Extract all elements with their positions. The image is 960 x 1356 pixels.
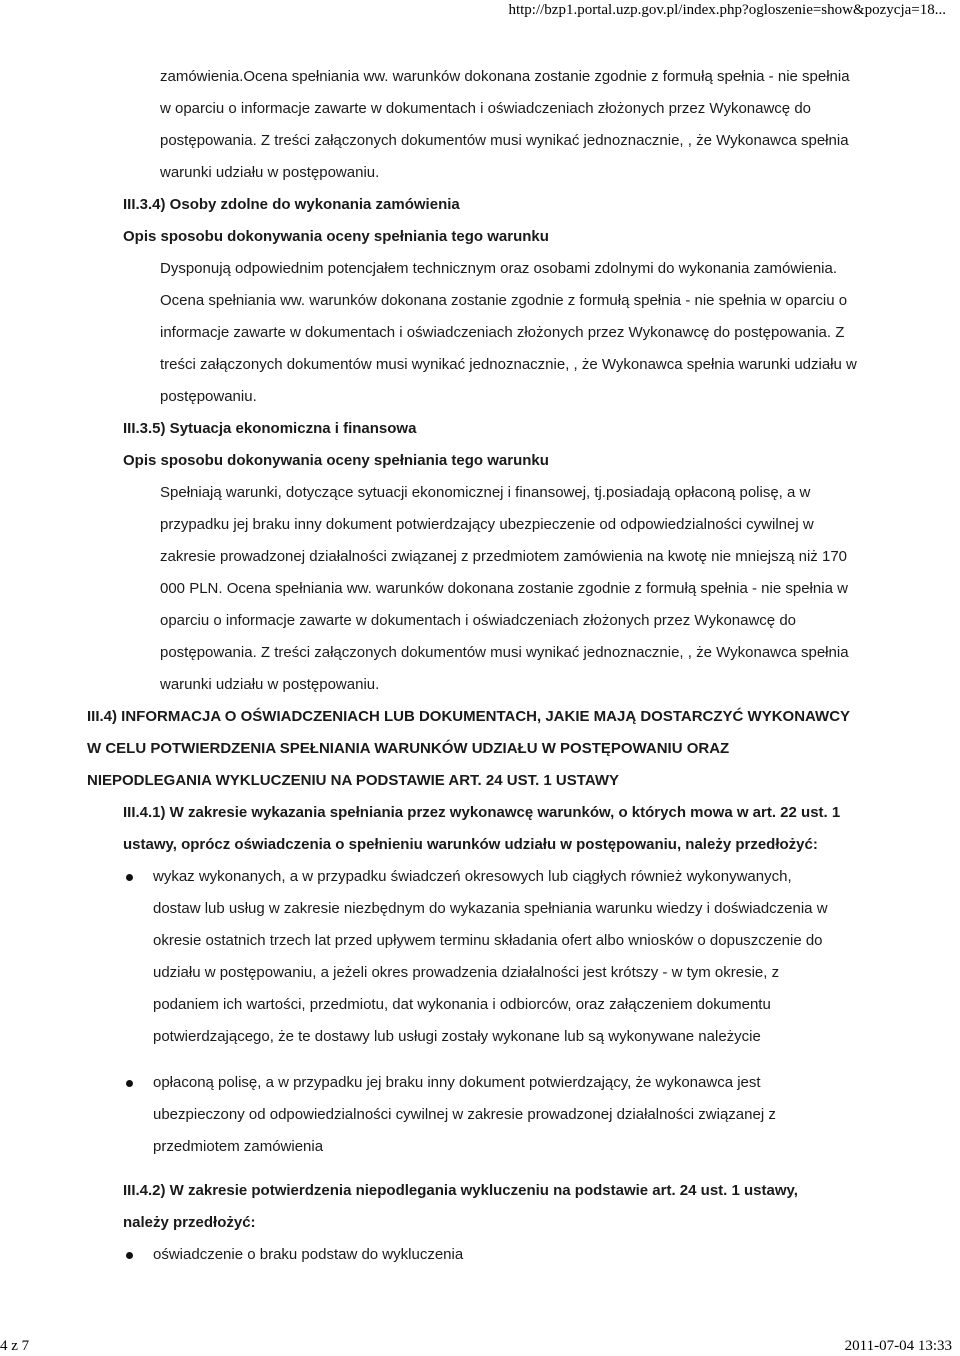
- text-line: przypadku jej braku inny dokument potwierdzający ubezpieczenie od odpowiedzialności cywilnej w: [160, 516, 814, 533]
- text-line: ubezpieczony od odpowiedzialności cywilnej w zakresie prowadzonej działalności związanej z: [153, 1106, 776, 1123]
- paragraph-3-5: [160, 477, 895, 701]
- text-line: warunki udziału w postępowaniu.: [160, 676, 380, 693]
- section-subheading-opis: Opis sposobu dokonywania oceny spełniania tego warunku: [123, 452, 549, 469]
- paragraph-evaluation: [160, 61, 895, 189]
- text-line: postępowaniu.: [160, 388, 257, 405]
- text-line: warunki udziału w postępowaniu.: [160, 164, 380, 181]
- text-line: postępowania. Z treści załączonych dokumentów musi wynikać jednoznacznie, , że Wykonawca spełnia: [160, 644, 849, 661]
- text-line: oświadczenie o braku podstaw do wykluczenia: [153, 1246, 464, 1263]
- text-line: postępowania. Z treści załączonych dokumentów musi wynikać jednoznacznie, , że Wykonawca spełnia: [160, 132, 849, 149]
- text-line: oparciu o informacje zawarte w dokumentach i oświadczeniach złożonych przez Wykonawcę do: [160, 612, 797, 629]
- text-line: III.4.1) W zakresie wykazania spełniania przez wykonawcę warunków, o których mowa w art. 22 ust. 1: [123, 804, 841, 821]
- page-url: http://bzp1.portal.uzp.gov.pl/index.php?ogloszenie=show&pozycja=18...: [508, 2, 946, 18]
- page-number: 4 z 7: [0, 1338, 30, 1354]
- section-heading-3-5: III.3.5) Sytuacja ekonomiczna i finansowa: [123, 420, 417, 437]
- text-line: 000 PLN. Ocena spełniania ww. warunków dokonana zostanie zgodnie z formułą spełnia - nie spełnia w: [160, 580, 848, 597]
- document-body: [0, 61, 960, 1271]
- text-line: treści załączonych dokumentów musi wynikać jednoznacznie, , że Wykonawca spełnia warunki udziału w: [160, 356, 857, 373]
- text-line: opłaconą polisę, a w przypadku jej braku inny dokument potwierdzający, że wykonawca jest: [153, 1074, 761, 1091]
- text-line: ustawy, oprócz oświadczenia o spełnieniu warunków udziału w postępowaniu, należy przedłożyć:: [123, 836, 818, 853]
- text-line: w oparciu o informacje zawarte w dokumentach i oświadczeniach złożonych przez Wykonawcę do: [160, 100, 812, 117]
- text-line: Spełniają warunki, dotyczące sytuacji ekonomicznej i finansowej, tj.posiadają opłaconą polisę, a w: [160, 484, 811, 501]
- list-spacer: [153, 1053, 869, 1067]
- text-line: potwierdzającego, że te dostawy lub usługi zostały wykonane lub są wykonywane należycie: [153, 1028, 761, 1045]
- text-line: Dysponują odpowiednim potencjałem technicznym oraz osobami zdolnymi do wykonania zamówienia.: [160, 260, 838, 277]
- text-line: należy przedłożyć:: [123, 1214, 256, 1231]
- text-line: dostaw lub usług w zakresie niezbędnym do wykazania spełniania warunku wiedzy i doświadczenia w: [153, 900, 828, 917]
- text-line: okresie ostatnich trzech lat przed upływem terminu składania ofert albo wniosków o dopuszczenie do: [153, 932, 823, 949]
- text-line: W CELU POTWIERDZENIA SPEŁNIANIA WARUNKÓW UDZIAŁU W POSTĘPOWANIU ORAZ: [87, 740, 730, 757]
- section-heading-4-1: [123, 797, 895, 861]
- text-line: III.4) INFORMACJA O OŚWIADCZENIACH LUB DOKUMENTACH, JAKIE MAJĄ DOSTARCZYĆ WYKONAWCY: [87, 708, 851, 725]
- list-item: [153, 1239, 869, 1271]
- print-timestamp: 2011-07-04 13:33: [844, 1338, 952, 1354]
- requirements-list-4-1: [0, 861, 960, 1163]
- paragraph-3-4: [160, 253, 895, 413]
- section-heading-4-2: [123, 1175, 895, 1239]
- section-heading-4: [87, 701, 902, 797]
- text-line: zamówienia.Ocena spełniania ww. warunków dokonana zostanie zgodnie z formułą spełnia - nie spełnia: [160, 68, 850, 85]
- bullet-icon: [126, 1080, 133, 1087]
- text-line: NIEPODLEGANIA WYKLUCZENIU NA PODSTAWIE ART. 24 UST. 1 USTAWY: [87, 772, 619, 789]
- spacer: [0, 1163, 960, 1175]
- text-line: Ocena spełniania ww. warunków dokonana zostanie zgodnie z formułą spełnia - nie spełnia w oparciu o: [160, 292, 848, 309]
- bullet-icon: [126, 1252, 133, 1259]
- text-line: informacje zawarte w dokumentach i oświadczeniach złożonych przez Wykonawcę do postępowania. Z: [160, 324, 845, 341]
- text-line: przedmiotem zamówienia: [153, 1138, 324, 1155]
- section-heading-3-4: III.3.4) Osoby zdolne do wykonania zamówienia: [123, 196, 460, 213]
- text-line: III.4.2) W zakresie potwierdzenia niepodlegania wykluczeniu na podstawie art. 24 ust. 1 ustawy,: [123, 1182, 798, 1199]
- bullet-icon: [126, 874, 133, 881]
- text-line: wykaz wykonanych, a w przypadku świadczeń okresowych lub ciągłych również wykonywanych,: [153, 868, 792, 885]
- text-line: udziału w postępowaniu, a jeżeli okres prowadzenia działalności jest krótszy - w tym okresie, z: [153, 964, 780, 981]
- list-item: [153, 1067, 869, 1163]
- section-subheading-opis: Opis sposobu dokonywania oceny spełniania tego warunku: [123, 228, 549, 245]
- text-line: podaniem ich wartości, przedmiotu, dat wykonania i odbiorców, oraz załączeniem dokumentu: [153, 996, 771, 1013]
- list-item: [153, 861, 869, 1053]
- text-line: zakresie prowadzonej działalności związanej z przedmiotem zamówienia na kwotę nie mniejszą niż 170: [160, 548, 848, 565]
- requirements-list-4-2: [0, 1239, 960, 1271]
